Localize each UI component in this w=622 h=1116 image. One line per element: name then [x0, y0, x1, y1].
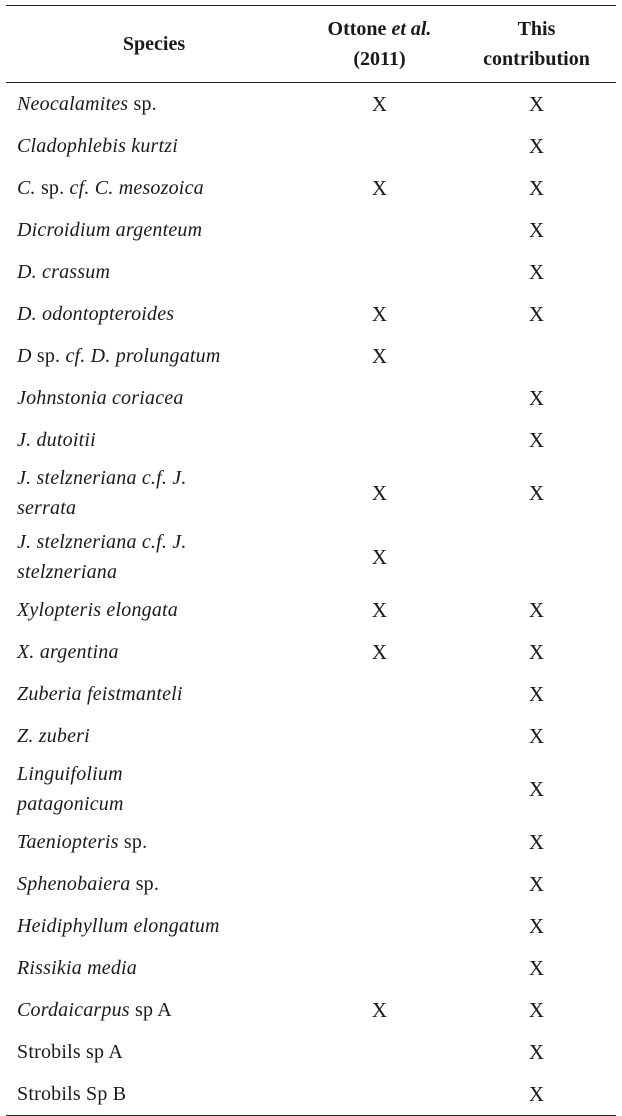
species-name: [6, 1031, 302, 1073]
table-row: [6, 673, 616, 715]
ottone-mark: [302, 209, 457, 251]
header-this-line1: This: [517, 18, 556, 40]
species-name: [6, 757, 302, 821]
species-name-italic: Z. zuberi: [17, 725, 90, 747]
species-name-italic: Heidiphyllum elongatum: [17, 915, 220, 937]
ottone-mark: X: [371, 176, 388, 200]
species-name: [6, 715, 302, 757]
table-row: [6, 757, 616, 821]
this-mark: X: [528, 428, 545, 452]
species-name-italic: Xylopteris elongata: [17, 599, 178, 621]
species-name-italic: Dicroidium argenteum: [17, 219, 203, 241]
species-name-rest: sp.: [128, 93, 157, 115]
ottone-mark: X: [371, 344, 388, 368]
ottone-mark: [302, 377, 457, 419]
this-mark: X: [528, 1040, 545, 1064]
table-row: [6, 419, 616, 461]
this-mark: X: [528, 176, 545, 200]
this-mark: X: [528, 92, 545, 116]
species-name: [6, 209, 302, 251]
this-mark: X: [528, 302, 545, 326]
table-row: [6, 525, 616, 589]
species-name-rest: Strobils Sp B: [17, 1083, 127, 1105]
ottone-mark: [302, 1073, 457, 1116]
species-name-italic: Zuberia feistmanteli: [17, 683, 183, 705]
table-row: [6, 251, 616, 293]
species-name-italic: X. argentina: [17, 641, 119, 663]
ottone-mark: X: [371, 640, 388, 664]
species-name: [6, 589, 302, 631]
this-mark: X: [528, 724, 545, 748]
species-name: [6, 947, 302, 989]
species-name-italic: D. crassum: [17, 261, 111, 283]
species-name-mid: sp.: [35, 177, 70, 199]
this-mark: X: [528, 260, 545, 284]
this-mark: X: [528, 956, 545, 980]
this-mark: X: [528, 914, 545, 938]
this-mark: X: [528, 218, 545, 242]
species-name: [6, 167, 302, 209]
ottone-mark: X: [371, 998, 388, 1022]
table-row: [6, 209, 616, 251]
ottone-mark: [302, 673, 457, 715]
species-name-italic: Johnstonia coriacea: [17, 387, 184, 409]
this-mark: X: [528, 872, 545, 896]
species-name-rest: sp.: [118, 831, 148, 853]
ottone-mark: [302, 757, 457, 821]
ottone-mark: X: [371, 545, 388, 569]
species-name-pre: C.: [17, 177, 36, 199]
this-mark: [457, 335, 616, 377]
table-row: [6, 83, 616, 126]
header-species: [6, 6, 302, 83]
table-header: [6, 6, 616, 83]
species-name-rest: Strobils sp A: [17, 1041, 123, 1063]
table-row: [6, 589, 616, 631]
species-name-italic: Neocalamites: [17, 93, 129, 115]
species-name-italic: Cladophlebis kurtzi: [17, 135, 179, 157]
species-name: [6, 83, 302, 126]
species-name-italic: J. stelzneriana c.f. J. stelzneriana: [17, 531, 187, 583]
table-row: [6, 863, 616, 905]
ottone-mark: [302, 905, 457, 947]
species-name-italic: Rissikia media: [17, 957, 138, 979]
this-mark: X: [457, 1073, 616, 1116]
species-name-italic: cf. D. prolungatum: [65, 345, 221, 367]
species-name: [6, 863, 302, 905]
header-this-line2: contribution: [483, 48, 590, 70]
table-row: [6, 377, 616, 419]
this-mark: X: [528, 998, 545, 1022]
table-row: [6, 1031, 616, 1073]
ottone-mark: X: [371, 302, 388, 326]
species-name: [6, 821, 302, 863]
species-name-rest: sp A: [129, 999, 172, 1021]
ottone-mark: [302, 251, 457, 293]
species-name: [6, 419, 302, 461]
this-mark: X: [528, 386, 545, 410]
header-species-label: Species: [122, 33, 186, 55]
table-body: [6, 83, 616, 1116]
header-ottone-etal: et al.: [391, 18, 432, 40]
this-mark: X: [528, 640, 545, 664]
species-name-mid: sp.: [31, 345, 66, 367]
ottone-mark: [302, 863, 457, 905]
header-ottone-name: Ottone: [327, 18, 387, 40]
table-row: [6, 1073, 616, 1116]
ottone-mark: X: [371, 598, 388, 622]
ottone-mark: [302, 821, 457, 863]
species-name-italic: J. dutoitii: [17, 429, 96, 451]
species-name: [6, 377, 302, 419]
table-row: [6, 293, 616, 335]
species-name-italic: Cordaicarpus: [17, 999, 130, 1021]
species-name: [6, 251, 302, 293]
species-table-container: [0, 5, 622, 1116]
table-row: [6, 905, 616, 947]
this-mark: X: [528, 777, 545, 801]
species-name: [6, 631, 302, 673]
species-name-italic: Sphenobaiera: [17, 873, 131, 895]
species-name: [6, 125, 302, 167]
table-row: [6, 335, 616, 377]
species-name: [6, 525, 302, 589]
table-row: [6, 947, 616, 989]
species-name-italic: D. odontopteroides: [17, 303, 175, 325]
species-name: [6, 335, 302, 377]
this-mark: X: [528, 682, 545, 706]
table-row: [6, 821, 616, 863]
this-mark: [457, 525, 616, 589]
species-name-italic: Linguifolium patagonicum: [17, 763, 124, 815]
this-mark: X: [528, 598, 545, 622]
species-name: [6, 989, 302, 1031]
header-this-contribution: [457, 6, 616, 83]
species-name: [6, 905, 302, 947]
ottone-mark: [302, 715, 457, 757]
species-name-italic: Taeniopteris: [17, 831, 119, 853]
header-ottone: [302, 6, 457, 83]
header-ottone-year: (2011): [353, 48, 406, 70]
ottone-mark: X: [371, 92, 388, 116]
table-row: [6, 989, 616, 1031]
ottone-mark: X: [371, 481, 388, 505]
this-mark: X: [528, 481, 545, 505]
species-table: [6, 5, 616, 1116]
species-name-italic: J. stelzneriana c.f. J. serrata: [17, 467, 187, 519]
species-name: [6, 461, 302, 525]
species-name-pre: D: [17, 345, 32, 367]
species-name: [6, 1073, 302, 1116]
species-name: [6, 673, 302, 715]
species-name: [6, 293, 302, 335]
table-row: [6, 125, 616, 167]
table-row: [6, 461, 616, 525]
table-row: [6, 631, 616, 673]
this-mark: X: [528, 134, 545, 158]
header-row: [6, 6, 616, 83]
ottone-mark: [302, 419, 457, 461]
species-name-italic: cf. C. mesozoica: [69, 177, 204, 199]
ottone-mark: [302, 125, 457, 167]
table-row: [6, 715, 616, 757]
species-name-rest: sp.: [130, 873, 160, 895]
ottone-mark: [302, 947, 457, 989]
this-mark: X: [528, 830, 545, 854]
ottone-mark: [302, 1031, 457, 1073]
table-row: [6, 167, 616, 209]
